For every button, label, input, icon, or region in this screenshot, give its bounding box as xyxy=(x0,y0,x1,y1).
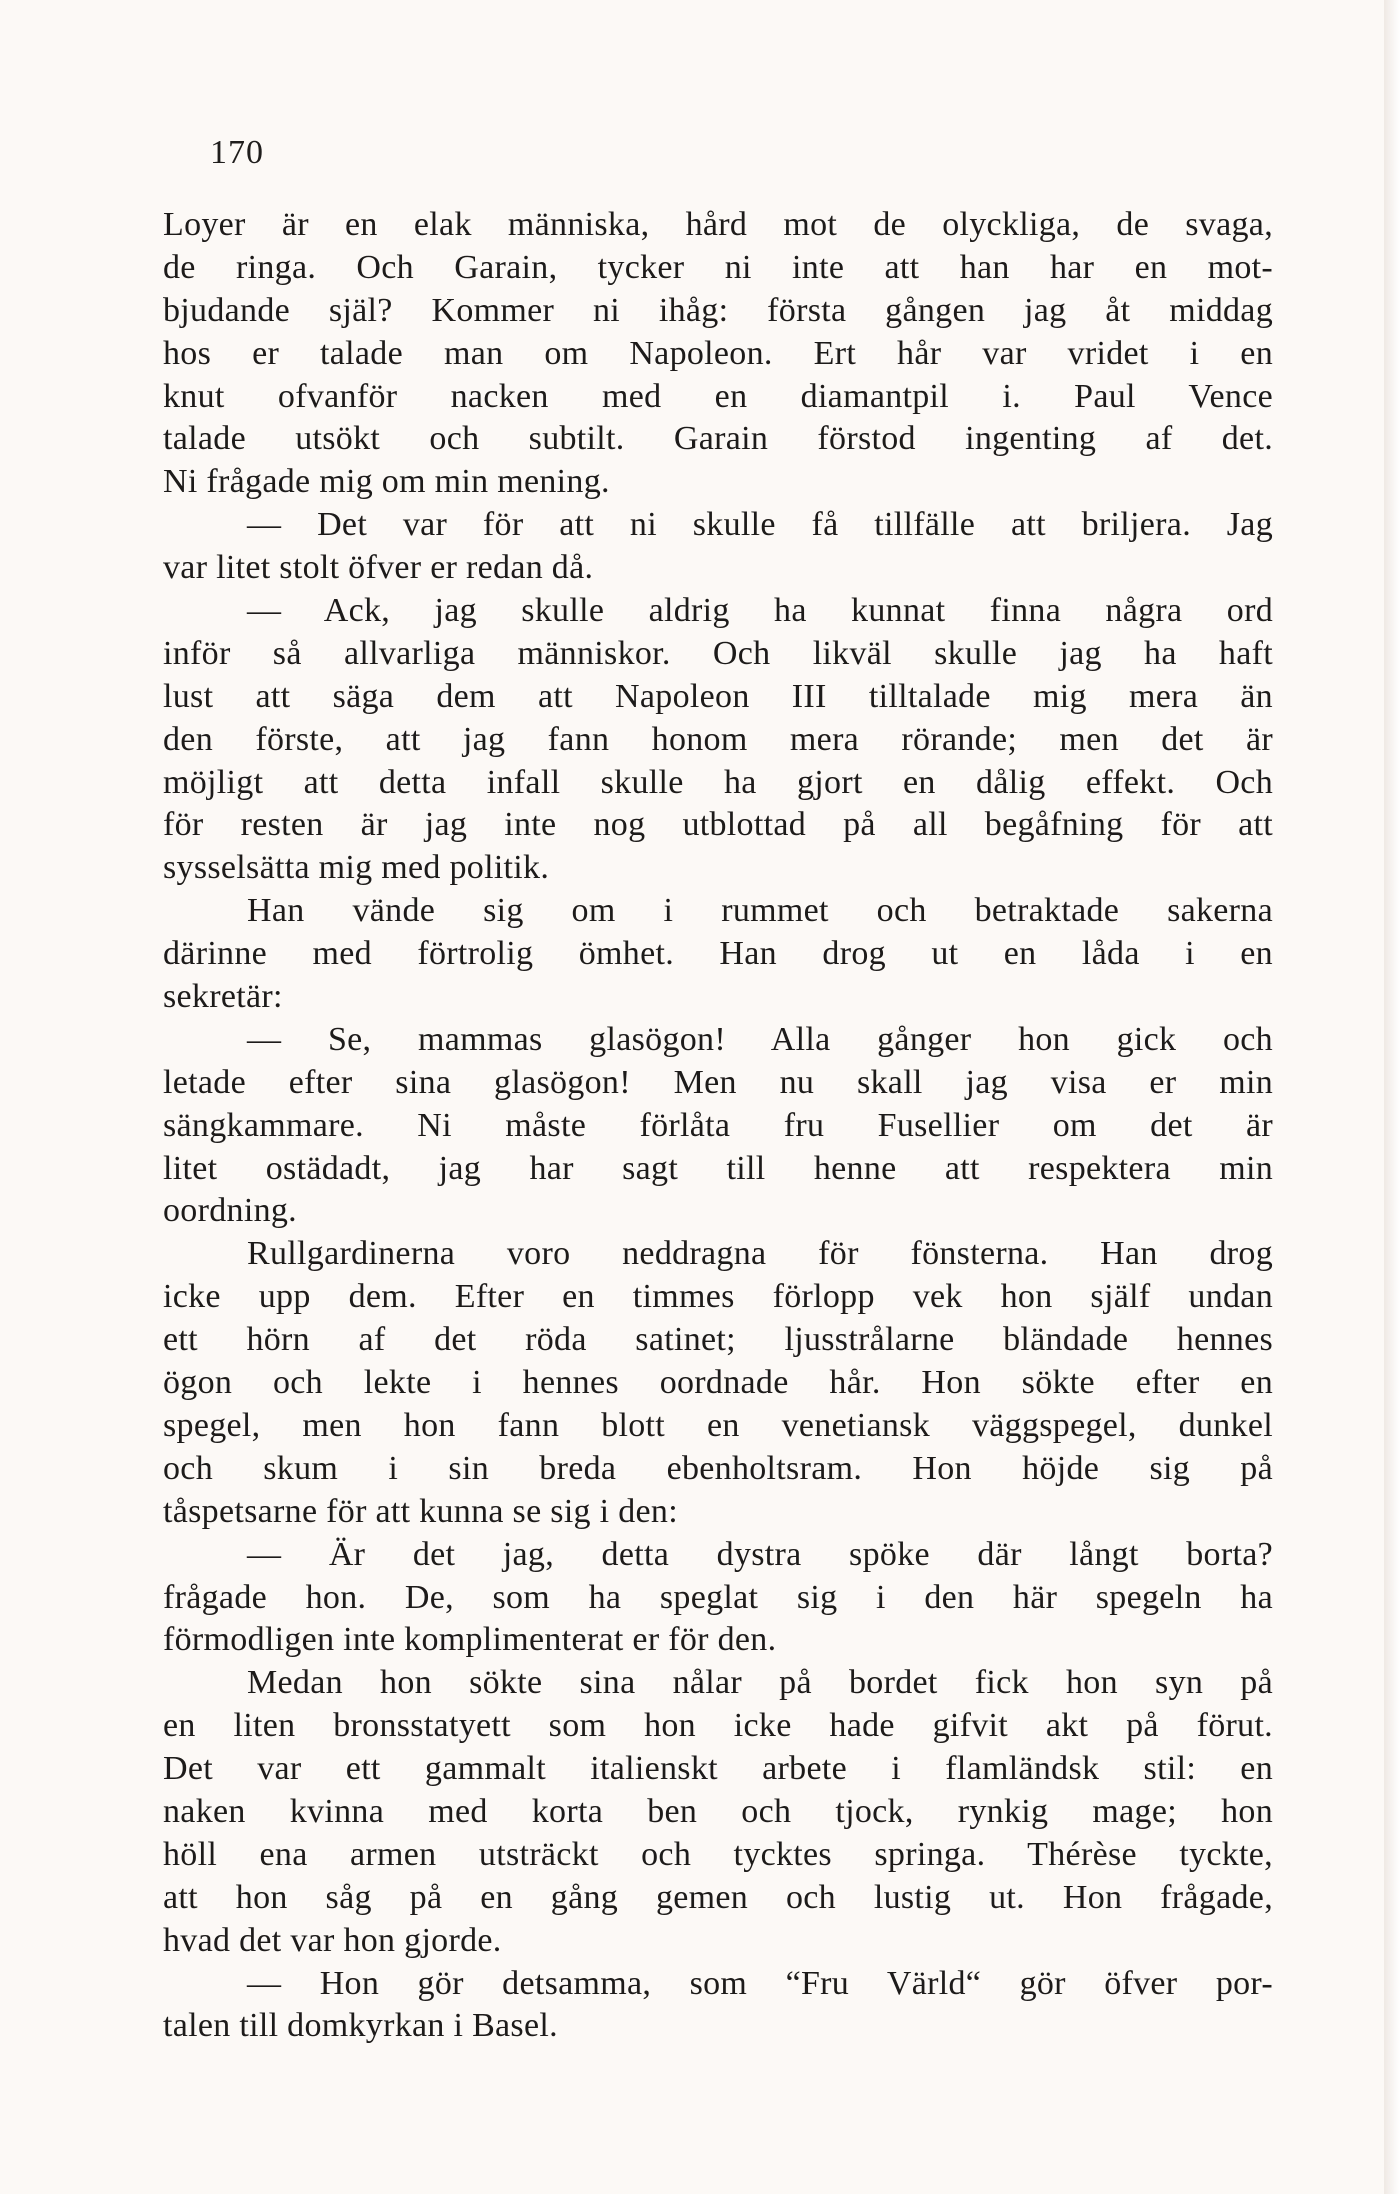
text-line: höll ena armen utsträckt och tycktes springa. Thérèse tyckte, xyxy=(163,1835,1273,1873)
text-line: Loyer är en elak människa, hård mot de olyckliga, de svaga, xyxy=(163,206,1273,243)
text-line: hvad det var hon gjorde. xyxy=(163,1921,502,1959)
text-line: oordning. xyxy=(163,1192,297,1230)
text-line: — Ack, jag skulle aldrig ha kunnat finna några ord xyxy=(247,592,1273,630)
text-line: Ni frågade mig om min mening. xyxy=(163,463,610,501)
body-text xyxy=(163,204,1273,2048)
text-line: Det var ett gammalt italienskt arbete i flamländsk stil: en xyxy=(163,1750,1273,1788)
text-line: förmodligen inte komplimenterat er för den. xyxy=(163,1621,777,1659)
text-line: möjligt att detta infall skulle ha gjort en dålig effekt. Och xyxy=(163,763,1273,801)
text-line: lust att säga dem att Napoleon III tilltalade mig mera än xyxy=(163,677,1273,715)
text-line: var litet stolt öfver er redan då. xyxy=(163,549,594,587)
text-line: sysselsätta mig med politik. xyxy=(163,849,550,887)
text-line: — Det var för att ni skulle få tillfälle att briljera. Jag xyxy=(247,506,1273,544)
text-line: att hon såg på en gång gemen och lustig ut. Hon frågade, xyxy=(163,1878,1273,1916)
text-line: och skum i sin breda ebenholtsram. Hon höjde sig på xyxy=(163,1449,1273,1487)
text-line: — Se, mammas glasögon! Alla gånger hon gick och xyxy=(247,1020,1273,1058)
text-line: talen till domkyrkan i Basel. xyxy=(163,2007,558,2045)
text-line: ett hörn af det röda satinet; ljusstrålarne bländade hennes xyxy=(163,1321,1273,1359)
text-line: sekretär: xyxy=(163,978,283,1016)
text-line: Medan hon sökte sina nålar på bordet fick hon syn på xyxy=(247,1664,1273,1702)
text-line: hos er talade man om Napoleon. Ert hår var vridet i en xyxy=(163,334,1273,372)
text-line: de ringa. Och Garain, tycker ni inte att han har en mot- xyxy=(163,248,1273,286)
text-line: en liten bronsstatyett som hon icke hade gifvit akt på förut. xyxy=(163,1707,1273,1745)
page-number: 170 xyxy=(210,134,264,171)
text-line: letade efter sina glasögon! Men nu skall jag visa er min xyxy=(163,1063,1273,1101)
text-line: tåspetsarne för att kunna se sig i den: xyxy=(163,1492,678,1530)
text-line: talade utsökt och subtilt. Garain förstod ingenting af det. xyxy=(163,420,1273,458)
page-edge xyxy=(1384,0,1400,2194)
text-line: — Hon gör detsamma, som “Fru Värld“ gör öfver por- xyxy=(247,1964,1273,2002)
text-line: bjudande själ? Kommer ni ihåg: första gången jag åt middag xyxy=(163,291,1273,329)
text-line: för resten är jag inte nog utblottad på all begåfning för att xyxy=(163,806,1273,844)
text-line: ögon och lekte i hennes oordnade hår. Hon sökte efter en xyxy=(163,1364,1273,1402)
text-line: den förste, att jag fann honom mera rörande; men det är xyxy=(163,720,1273,758)
text-line: frågade hon. De, som ha speglat sig i den här spegeln ha xyxy=(163,1578,1273,1616)
text-line: knut ofvanför nacken med en diamantpil i. Paul Vence xyxy=(163,377,1273,415)
text-line: Rullgardinerna voro neddragna för fönsterna. Han drog xyxy=(247,1235,1273,1273)
text-line: sängkammare. Ni måste förlåta fru Fusellier om det är xyxy=(163,1106,1273,1144)
text-line: inför så allvarliga människor. Och likväl skulle jag ha haft xyxy=(163,634,1273,672)
text-line: naken kvinna med korta ben och tjock, rynkig mage; hon xyxy=(163,1792,1273,1830)
text-line: litet ostädadt, jag har sagt till henne att respektera min xyxy=(163,1149,1273,1187)
text-line: därinne med förtrolig ömhet. Han drog ut en låda i en xyxy=(163,935,1273,973)
text-line: Han vände sig om i rummet och betraktade sakerna xyxy=(247,892,1273,930)
text-line: — Är det jag, detta dystra spöke där långt borta? xyxy=(247,1535,1273,1573)
text-line: icke upp dem. Efter en timmes förlopp vek hon själf undan xyxy=(163,1278,1273,1316)
text-line: spegel, men hon fann blott en venetiansk väggspegel, dunkel xyxy=(163,1406,1273,1444)
